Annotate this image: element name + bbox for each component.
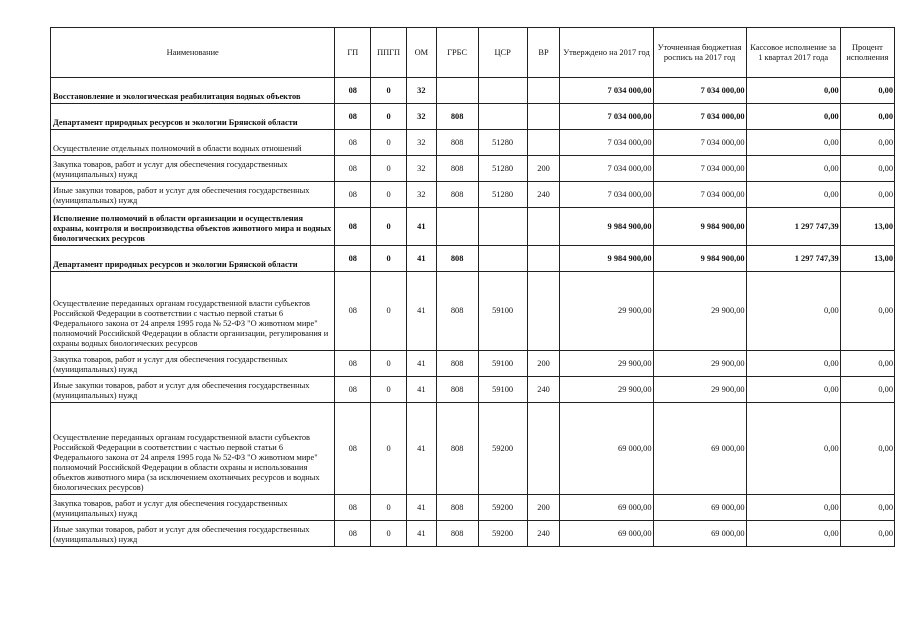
cell-om: 41 (406, 272, 436, 351)
table-row (51, 377, 895, 403)
cell-csr (478, 246, 527, 272)
cell-vr (527, 403, 560, 495)
cell-name: Закупка товаров, работ и услуг для обеспечения государственных (муниципальных) нужд (51, 156, 335, 182)
table-row (51, 104, 895, 130)
cell-refined: 7 034 000,00 (653, 156, 746, 182)
cell-refined: 7 034 000,00 (653, 104, 746, 130)
cell-percent: 0,00 (840, 495, 894, 521)
cell-om: 41 (406, 377, 436, 403)
cell-grbs: 808 (436, 403, 478, 495)
cell-gp: 08 (335, 521, 371, 547)
table-row (51, 182, 895, 208)
cell-om: 32 (406, 78, 436, 104)
cell-approved: 69 000,00 (560, 403, 653, 495)
cell-vr (527, 104, 560, 130)
cell-vr: 200 (527, 351, 560, 377)
cell-cash: 0,00 (746, 78, 840, 104)
cell-gp: 08 (335, 104, 371, 130)
table-body (51, 78, 895, 547)
cell-csr: 59200 (478, 521, 527, 547)
cell-percent: 0,00 (840, 272, 894, 351)
table-header-row (51, 28, 895, 78)
header-name: Наименование (51, 28, 335, 78)
cell-ppgp: 0 (371, 130, 407, 156)
cell-vr: 200 (527, 495, 560, 521)
cell-cash: 0,00 (746, 351, 840, 377)
cell-refined: 69 000,00 (653, 403, 746, 495)
cell-ppgp: 0 (371, 78, 407, 104)
cell-cash: 0,00 (746, 272, 840, 351)
cell-vr (527, 208, 560, 246)
cell-csr: 51280 (478, 156, 527, 182)
cell-approved: 9 984 900,00 (560, 208, 653, 246)
cell-name: Закупка товаров, работ и услуг для обеспечения государственных (муниципальных) нужд (51, 495, 335, 521)
table-row (51, 521, 895, 547)
cell-ppgp: 0 (371, 182, 407, 208)
cell-om: 32 (406, 156, 436, 182)
cell-approved: 9 984 900,00 (560, 246, 653, 272)
header-refined: Уточненная бюджетная роспись на 2017 год (653, 28, 746, 78)
cell-csr: 59200 (478, 495, 527, 521)
cell-gp: 08 (335, 156, 371, 182)
cell-gp: 08 (335, 272, 371, 351)
cell-cash: 1 297 747,39 (746, 208, 840, 246)
cell-cash: 0,00 (746, 182, 840, 208)
cell-name: Департамент природных ресурсов и экологии Брянской области (51, 104, 335, 130)
cell-grbs: 808 (436, 272, 478, 351)
cell-name: Иные закупки товаров, работ и услуг для обеспечения государственных (муниципальных) нужд (51, 182, 335, 208)
cell-cash: 0,00 (746, 377, 840, 403)
cell-vr: 240 (527, 182, 560, 208)
cell-csr: 59100 (478, 272, 527, 351)
cell-om: 41 (406, 246, 436, 272)
cell-om: 41 (406, 521, 436, 547)
header-gp: ГП (335, 28, 371, 78)
cell-ppgp: 0 (371, 104, 407, 130)
table-row (51, 246, 895, 272)
cell-name: Осуществление переданных органам государственной власти субъектов Российской Федерации в соответствии с частью первой статьи 6 Федерального закона от 24 апреля 1995 года № 52-ФЗ "О животном мире" полномочий Российской Федерации в области организации, регулирования и охраны водных биологических ресурсов (51, 272, 335, 351)
cell-name: Исполнение полномочий в области организации и осуществления охраны, контроля и воспроизводства объектов животного мира и водных биологических ресурсов (51, 208, 335, 246)
cell-gp: 08 (335, 377, 371, 403)
header-percent: Процент исполнения (840, 28, 894, 78)
cell-percent: 0,00 (840, 377, 894, 403)
cell-approved: 69 000,00 (560, 495, 653, 521)
cell-ppgp: 0 (371, 272, 407, 351)
table-row (51, 156, 895, 182)
cell-csr (478, 78, 527, 104)
cell-percent: 0,00 (840, 130, 894, 156)
cell-approved: 69 000,00 (560, 521, 653, 547)
cell-grbs: 808 (436, 246, 478, 272)
cell-approved: 29 900,00 (560, 351, 653, 377)
cell-om: 41 (406, 403, 436, 495)
cell-cash: 0,00 (746, 104, 840, 130)
cell-ppgp: 0 (371, 246, 407, 272)
cell-om: 32 (406, 182, 436, 208)
cell-csr: 51280 (478, 182, 527, 208)
cell-gp: 08 (335, 182, 371, 208)
cell-name: Закупка товаров, работ и услуг для обеспечения государственных (муниципальных) нужд (51, 351, 335, 377)
cell-csr: 59100 (478, 377, 527, 403)
cell-approved: 7 034 000,00 (560, 182, 653, 208)
cell-approved: 7 034 000,00 (560, 78, 653, 104)
cell-grbs (436, 208, 478, 246)
cell-approved: 7 034 000,00 (560, 130, 653, 156)
cell-name: Осуществление переданных органам государственной власти субъектов Российской Федерации в соответствии с частью первой статьи 6 Федерального закона от 24 апреля 1995 года № 52-ФЗ "О животном мире" полномочий Российской Федерации в области охраны и использования объектов животного мира (за исключением охотничьих ресурсов и водных биологических ресурсов) (51, 403, 335, 495)
cell-ppgp: 0 (371, 351, 407, 377)
cell-percent: 0,00 (840, 182, 894, 208)
cell-name: Осуществление отдельных полномочий в области водных отношений (51, 130, 335, 156)
cell-vr: 240 (527, 377, 560, 403)
cell-percent: 0,00 (840, 78, 894, 104)
cell-cash: 0,00 (746, 521, 840, 547)
cell-om: 41 (406, 351, 436, 377)
cell-name: Иные закупки товаров, работ и услуг для обеспечения государственных (муниципальных) нужд (51, 521, 335, 547)
cell-name: Восстановление и экологическая реабилитация водных объектов (51, 78, 335, 104)
cell-refined: 9 984 900,00 (653, 246, 746, 272)
cell-approved: 29 900,00 (560, 272, 653, 351)
cell-vr: 240 (527, 521, 560, 547)
cell-grbs: 808 (436, 182, 478, 208)
cell-gp: 08 (335, 403, 371, 495)
table-row (51, 403, 895, 495)
cell-csr: 59200 (478, 403, 527, 495)
cell-refined: 29 900,00 (653, 351, 746, 377)
cell-vr (527, 272, 560, 351)
cell-cash: 0,00 (746, 495, 840, 521)
cell-grbs: 808 (436, 130, 478, 156)
cell-percent: 0,00 (840, 521, 894, 547)
table-row (51, 272, 895, 351)
cell-grbs: 808 (436, 351, 478, 377)
cell-cash: 1 297 747,39 (746, 246, 840, 272)
cell-ppgp: 0 (371, 208, 407, 246)
cell-om: 41 (406, 208, 436, 246)
cell-gp: 08 (335, 351, 371, 377)
cell-approved: 7 034 000,00 (560, 156, 653, 182)
table-row (51, 78, 895, 104)
cell-percent: 0,00 (840, 351, 894, 377)
cell-vr: 200 (527, 156, 560, 182)
cell-refined: 29 900,00 (653, 377, 746, 403)
header-ppgp: ППГП (371, 28, 407, 78)
cell-refined: 7 034 000,00 (653, 182, 746, 208)
cell-om: 41 (406, 495, 436, 521)
cell-percent: 0,00 (840, 403, 894, 495)
cell-vr (527, 78, 560, 104)
cell-om: 32 (406, 104, 436, 130)
table-row (51, 351, 895, 377)
cell-name: Иные закупки товаров, работ и услуг для обеспечения государственных (муниципальных) нужд (51, 377, 335, 403)
cell-grbs: 808 (436, 104, 478, 130)
header-csr: ЦСР (478, 28, 527, 78)
header-vr: ВР (527, 28, 560, 78)
cell-refined: 29 900,00 (653, 272, 746, 351)
cell-vr (527, 246, 560, 272)
cell-vr (527, 130, 560, 156)
cell-refined: 69 000,00 (653, 521, 746, 547)
cell-refined: 7 034 000,00 (653, 130, 746, 156)
cell-om: 32 (406, 130, 436, 156)
cell-cash: 0,00 (746, 403, 840, 495)
budget-execution-table (50, 27, 895, 547)
cell-grbs: 808 (436, 377, 478, 403)
cell-csr: 59100 (478, 351, 527, 377)
cell-refined: 69 000,00 (653, 495, 746, 521)
budget-table-sheet (50, 27, 895, 547)
cell-percent: 0,00 (840, 104, 894, 130)
header-cash: Кассовое исполнение за 1 квартал 2017 года (746, 28, 840, 78)
cell-percent: 13,00 (840, 208, 894, 246)
header-approved: Утверждено на 2017 год (560, 28, 653, 78)
header-om: ОМ (406, 28, 436, 78)
cell-ppgp: 0 (371, 156, 407, 182)
cell-gp: 08 (335, 246, 371, 272)
table-row (51, 130, 895, 156)
cell-grbs: 808 (436, 156, 478, 182)
cell-csr (478, 104, 527, 130)
cell-gp: 08 (335, 208, 371, 246)
cell-grbs: 808 (436, 521, 478, 547)
header-grbs: ГРБС (436, 28, 478, 78)
cell-name: Департамент природных ресурсов и экологии Брянской области (51, 246, 335, 272)
cell-approved: 7 034 000,00 (560, 104, 653, 130)
cell-ppgp: 0 (371, 377, 407, 403)
cell-ppgp: 0 (371, 403, 407, 495)
cell-csr (478, 208, 527, 246)
cell-gp: 08 (335, 130, 371, 156)
cell-refined: 9 984 900,00 (653, 208, 746, 246)
cell-cash: 0,00 (746, 156, 840, 182)
cell-ppgp: 0 (371, 495, 407, 521)
cell-csr: 51280 (478, 130, 527, 156)
cell-gp: 08 (335, 78, 371, 104)
cell-refined: 7 034 000,00 (653, 78, 746, 104)
cell-percent: 0,00 (840, 156, 894, 182)
cell-cash: 0,00 (746, 130, 840, 156)
table-row (51, 495, 895, 521)
cell-percent: 13,00 (840, 246, 894, 272)
cell-gp: 08 (335, 495, 371, 521)
cell-grbs (436, 78, 478, 104)
cell-approved: 29 900,00 (560, 377, 653, 403)
cell-ppgp: 0 (371, 521, 407, 547)
table-row (51, 208, 895, 246)
cell-grbs: 808 (436, 495, 478, 521)
